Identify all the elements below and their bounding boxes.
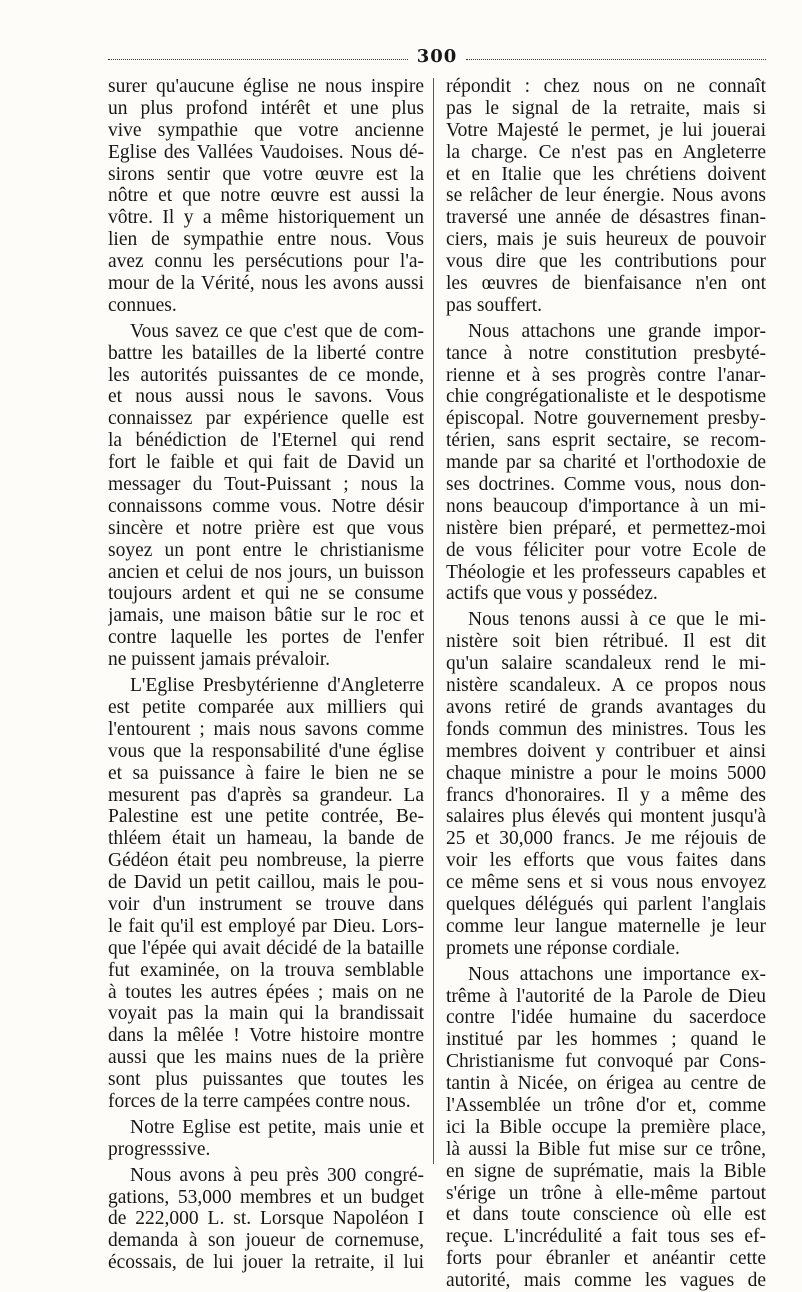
text-line: pas souffert. [446,294,543,316]
text-line: chie congrégationaliste et le despotisme [446,386,766,408]
text-line: Nous avons à peu près 300 congré- [130,1164,424,1186]
text-line: vous que la responsabilité d'une église [108,740,424,762]
text-line: forts pour ébranler et anéantir cette [446,1248,766,1270]
text-line: gations, 53,000 membres et un budget [108,1186,424,1208]
text-line: l'Assemblée un trône d'or et, comme [446,1094,766,1116]
text-line: toujours ardent et qui ne se consume [108,583,424,605]
text-line: Vous savez ce que c'est que de com- [130,320,424,342]
text-line: promets une réponse cordiale. [446,937,680,959]
text-line: Votre Majesté le permet, je lui jouerai [446,119,766,141]
text-line: Christianisme fut convoqué par Cons- [446,1051,766,1073]
text-line: trême à l'autorité de la Parole de Dieu [446,985,766,1007]
text-line: dans la mêlée ! Votre histoire montre [108,1025,424,1047]
text-line: voir les efforts que vous faites dans [446,850,766,872]
text-line: nôtre et que notre œuvre est aussi la [108,185,424,207]
text-line: pas le signal de la retraite, mais si [446,97,766,119]
text-line: Nous tenons aussi à ce que le mi- [468,609,766,631]
text-line: soyez un pont entre le christianisme [108,539,424,561]
text-line: thléem était un hameau, la bande de [108,828,424,850]
text-line: ciers, mais je suis heureux de pouvoir [446,229,766,251]
text-line: là aussi la Bible fut mise sur ce trône, [446,1138,766,1160]
text-line: se relâcher de leur énergie. Nous avons [446,185,766,207]
text-line: écossais, de lui jouer la retraite, il lui [108,1252,424,1274]
header-rule-right [466,59,766,60]
text-line: demanda à son joueur de cornemuse, [108,1230,424,1252]
page-header [108,46,766,70]
text-line: jamais, une maison bâtie sur le roc et [108,605,424,627]
column-divider [433,78,434,1164]
text-line: de vous féliciter pour votre Ecole de [446,539,766,561]
text-line: tance à notre constitution presbyté- [446,342,766,364]
text-line: la charge. Ce n'est pas en Angleterre [446,141,766,163]
text-line: vôtre. Il y a même historiquement un [108,207,424,229]
text-line: Palestine est une petite contrée, Be- [108,806,424,828]
text-line: vive sympathie que votre ancienne [108,119,424,141]
text-line: connaissons comme vous. Notre désir [108,495,424,517]
text-line: ancien et celui de nos jours, un buisson [108,561,424,583]
text-line: avons retiré de grands avantages du [446,696,766,718]
text-line: le fait qu'il est employé par Dieu. Lors- [108,915,424,937]
text-line: et nous aussi nous le savons. Vous [108,386,424,408]
text-line: nistère soit bien rétribué. Il est dit [446,631,766,653]
text-line: fut examinée, on la trouva semblable [108,959,424,981]
text-line: progresssive. [108,1138,211,1160]
text-line: autorité, mais comme les vagues de [446,1270,766,1292]
text-line: Notre Eglise est petite, mais unie et [130,1116,424,1138]
text-line: et en Italie que les chrétiens doivent [446,163,766,185]
text-line: messager du Tout-Puissant ; nous la [108,474,424,496]
text-line: quelques délégués qui parlent l'anglais [446,893,766,915]
text-line: Eglise des Vallées Vaudoises. Nous dé- [108,141,424,163]
text-line: contre l'idée humaine du sacerdoce [446,1007,766,1029]
text-line: nons beaucoup d'importance à un mi- [446,495,766,517]
text-line: mour de la Vérité, nous les avons aussi [108,273,424,295]
text-line: à toutes les autres épées ; mais on ne [108,981,424,1003]
text-line: institué par les hommes ; quand le [446,1029,766,1051]
text-line: mande par sa charité et l'orthodoxie de [446,452,766,474]
text-line: nistère bien préparé, et permettez-moi [446,517,766,539]
text-line: ce même sens et si vous nous envoyez [446,872,766,894]
right-column [446,76,766,1292]
text-line: Nous attachons une grande impor- [468,320,766,342]
text-line: 25 et 30,000 francs. Je me réjouis de [446,828,766,850]
text-line: sont plus puissantes que toutes les [108,1069,424,1091]
text-line: vous dire que les contributions pour [446,251,766,273]
text-line: reçue. L'incrédulité a fait tous ses ef- [446,1226,766,1248]
text-line: de 222,000 L. st. Lorsque Napoléon I [108,1208,424,1230]
text-line: Nous attachons une importance ex- [468,963,766,985]
text-line: francs d'honoraires. Il y a même des [446,784,766,806]
text-line: s'érige un trône à elle-même partout [446,1182,766,1204]
text-line: nistère scandaleux. A ce propos nous [446,675,766,697]
text-line: rienne et à ses progrès contre l'anar- [446,364,766,386]
text-line: est petite comparée aux milliers qui [108,696,424,718]
text-line: chaque ministre a pour le moins 5000 [446,762,766,784]
text-line: térien, sans esprit sectaire, se recom- [446,430,766,452]
text-line: membres doivent y contribuer et ainsi [446,740,766,762]
text-line: mesurent pas d'après sa grandeur. La [108,784,424,806]
text-line: épiscopal. Notre gouvernement presby- [446,408,766,430]
text-line: forces de la terre campées contre nous. [108,1090,411,1112]
text-line: surer qu'aucune église ne nous inspire [108,76,424,97]
header-rule-left [108,59,408,60]
text-line: sirons sentir que votre œuvre est la [108,163,424,185]
text-line: que l'épée qui avait décidé de la bataille [108,937,424,959]
text-line: ses doctrines. Comme vous, nous don- [446,474,766,496]
text-line: voyait pas la main qui la brandissait [108,1003,424,1025]
text-line: contre laquelle les portes de l'enfer [108,627,424,649]
text-line: qu'un salaire scandaleux rend le mi- [446,653,766,675]
text-line: traversé une année de désastres finan- [446,207,766,229]
text-line: sincère et notre prière est que vous [108,517,424,539]
text-line: Gédéon était peu nombreuse, la pierre [108,850,424,872]
text-line: et sa puissance à faire le bien ne se [108,762,424,784]
text-line: Théologie et les professeurs capables et [446,561,766,583]
text-line: répondit : chez nous on ne connaît [446,76,766,97]
text-line: tantin à Nicée, on érigea au centre de [446,1073,766,1095]
text-line: en signe de suprématie, mais la Bible [446,1160,766,1182]
left-column [108,76,424,1274]
text-line: la bénédiction de l'Eternel qui rend [108,430,424,452]
text-line: lien de sympathie entre nous. Vous [108,229,424,251]
text-line: de David un petit caillou, mais le pou- [108,872,424,894]
text-line: avez connu les persécutions pour l'a- [108,251,424,273]
text-line: fonds commun des ministres. Tous les [446,718,766,740]
text-line: connues. [108,294,177,316]
text-line: aussi que les mains nues de la prière [108,1047,424,1069]
text-line: battre les batailles de la liberté contre [108,342,424,364]
page-number: 300 [416,46,458,67]
text-line: un plus profond intérêt et une plus [108,97,424,119]
text-line: les œuvres de bienfaisance n'en ont [446,273,766,295]
text-line: L'Eglise Presbytérienne d'Angleterre [130,675,424,697]
text-line: connaissez par expérience quelle est [108,408,424,430]
text-line: voir d'un instrument se trouve dans [108,893,424,915]
text-line: et dans toute conscience où elle est [446,1204,766,1226]
text-line: l'entourent ; mais nous savons comme [108,718,424,740]
text-line: ne puissent jamais prévaloir. [108,649,331,671]
text-line: fort le faible et qui fait de David un [108,452,424,474]
text-line: actifs que vous y possédez. [446,583,658,605]
text-line: ici la Bible occupe la première place, [446,1116,766,1138]
text-line: les autorités puissantes de ce monde, [108,364,424,386]
text-line: salaires plus élevés qui montent jusqu'à [446,806,766,828]
text-line: comme leur langue maternelle je leur [446,915,766,937]
